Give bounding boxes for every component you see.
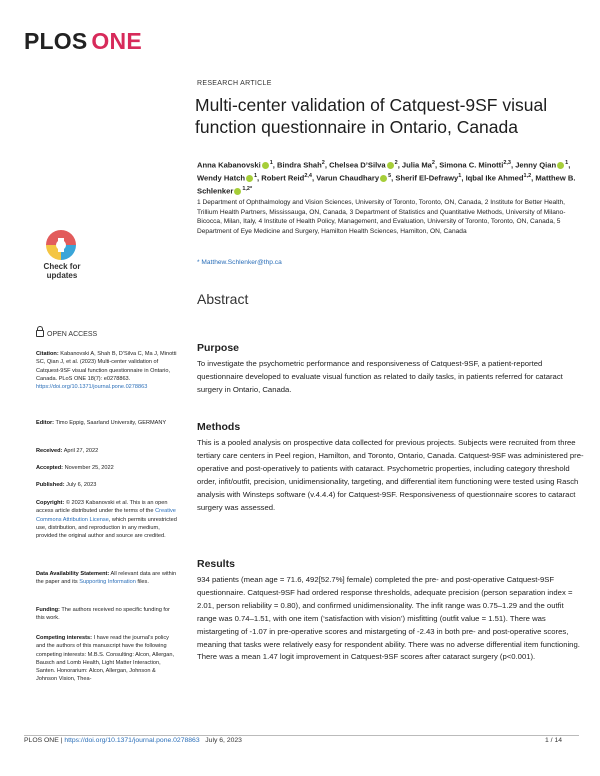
- open-access-lock-icon: [36, 330, 44, 337]
- funding-block: [36, 606, 178, 623]
- footer-date: July 6, 2023: [205, 737, 242, 744]
- results-text: 934 patients (mean age = 71.6, 492[52.7%] female) completed the pre- and post-operative Catquest-9SF questionnaire. Catquest-9SF had ordered response thresholds, adequate precision (person separation index = 2.01, person reliability = 0.80), and confirmed unidimensionality. The infit range was 0.75–1.29 and the outfit range was 0.74–1.51, with one item (‘satisfaction with vision’) misfitting (outfit value = 1.51). There was mistargeting of -1.07 in pre-operative scores and mistargeting of -2.43 in both pre- and post-operative scores, meaning that tasks were relatively easy for respondent ability. There was no adverse differential item functioning. There was a mean 1.47 logit improvement in Catquest-9SF scores after cataract surgery (p<0.001).: [197, 575, 580, 662]
- author-name: Sherif El-Defrawy: [395, 173, 459, 183]
- author-separator: ,: [324, 160, 330, 170]
- received-block: [36, 447, 178, 455]
- affiliations: 1 Department of Ophthalmology and Vision Sciences, University of Toronto, Toronto, ON, Canada, 2 Institute for Better Health, Trillium Health Partners, Mississauga, ON, Canada, 3 Department of Statistics and Quantitative Methods, University of Milano-Bicocca, Milan, Italy, 4 Institute of Health Policy, Management, and Evaluation, University of Toronto, Toronto, ON, Canada, 5 Department of Eye Medicine and Surgery, Hamilton Health Sciences, Hamilton, ON, Canada: [197, 199, 566, 235]
- crossmark-icon: [36, 228, 86, 262]
- author-affiliation-sup: 2: [321, 160, 325, 166]
- footer-divider: [24, 735, 579, 736]
- orcid-icon[interactable]: [246, 175, 253, 182]
- open-access-label: OPEN ACCESS: [47, 331, 98, 338]
- received-label: Received:: [36, 448, 63, 454]
- footer-doi-link[interactable]: https://doi.org/10.1371/journal.pone.0278863: [64, 737, 200, 744]
- author-name: Jenny Qian: [515, 160, 557, 170]
- author-separator: ,: [531, 173, 536, 183]
- author-name: Robert Reid: [261, 173, 305, 183]
- author-separator: ,: [434, 160, 440, 170]
- author-affiliation-sup: 2: [394, 160, 398, 166]
- published-block: [36, 481, 178, 489]
- footer-separator: |: [58, 737, 65, 744]
- author-separator: ,: [510, 160, 516, 170]
- published-text: July 6, 2023: [66, 482, 97, 488]
- page-number: 1 / 14: [545, 737, 563, 744]
- author-name: Julia Ma: [401, 160, 432, 170]
- author-name: Wendy Hatch: [197, 173, 245, 183]
- funding-text: The authors received no specific funding for this work.: [36, 607, 170, 622]
- journal-logo: [24, 28, 142, 55]
- citation-doi-link[interactable]: https://doi.org/10.1371/journal.pone.0278863: [36, 384, 148, 391]
- methods-text: This is a pooled analysis on prospective data collected for previous projects. Subjects were recruited from three tertiary care centers in Peel region, Hamilton, and Toronto, Ontario, Canada. Catquest-9SF was administered pre-operative and post-operatively to patients with cataract. Psychometric properties, including category threshold order, infit/outfit, precision, unidimensionality, targeting, and differential item functioning were tested using Rasch analysis with Winsteps software (v.4.4.4) for Catquest-9SF. Responsiveness of questionnaire scores to cataract surgery was assessed.: [197, 438, 584, 512]
- copyright-block: [36, 499, 178, 540]
- editor-label: Editor:: [36, 420, 55, 426]
- author-name: Simona C. Minotti: [439, 160, 504, 170]
- author-name: Bindra Shah: [277, 160, 322, 170]
- author-name: Iqbal Ike Ahmed: [465, 173, 524, 183]
- footer-journal: PLOS ONE: [24, 737, 59, 744]
- editor-block: [36, 419, 178, 427]
- author-separator: ,: [391, 173, 396, 183]
- results-heading: Results: [197, 558, 235, 570]
- accepted-block: [36, 464, 178, 472]
- funding-label: Funding:: [36, 607, 60, 613]
- data-availability-block: [36, 570, 178, 587]
- orcid-icon[interactable]: [262, 162, 269, 169]
- copyright-text-end: , which permits unrestricted use, distribution, and reproduction in any medium, provided the original author and source are credited.: [36, 516, 177, 540]
- competing-text: I have read the journal’s policy and the authors of this manuscript have the following competing interests: M.B.S. Consulting: Alcon, Allergan, Bausch and Lomb Health, Light Matter Interaction, Santen. Honorarium: Alcon, Allergan, Johnson & Johnson Vision, Thea-: [36, 635, 175, 683]
- author-affiliation-sup: 2: [431, 160, 435, 166]
- author-affiliation-sup: 2,3: [503, 160, 511, 166]
- orcid-icon[interactable]: [380, 175, 387, 182]
- purpose-text: To investigate the psychometric performance and responsiveness of Catquest-9SF, a patient-reported questionnaire developed to evaluate visual function as related to daily tasks, in patients referred for cataract surgery in Ontario, Canada.: [197, 359, 563, 394]
- competing-label: Competing interests:: [36, 635, 92, 641]
- editor-text: Timo Eppig, Saarland University, GERMANY: [55, 420, 167, 426]
- orcid-icon[interactable]: [234, 188, 241, 195]
- article-type: RESEARCH ARTICLE: [197, 80, 272, 87]
- author-separator: ,: [257, 173, 262, 183]
- author-separator: ,: [461, 173, 466, 183]
- competing-interests-block: [36, 634, 178, 684]
- author-affiliation-sup: 1: [458, 173, 462, 180]
- author-separator: ,: [311, 173, 317, 183]
- license-link[interactable]: Creative Commons Attribution License: [36, 508, 176, 523]
- supporting-info-link[interactable]: Supporting Information: [79, 579, 136, 586]
- badge-label: Check for updates: [43, 262, 81, 280]
- logo-one: ONE: [91, 28, 142, 54]
- author-name: Matthew B. Schlenker: [197, 173, 576, 196]
- author-affiliation-sup: 1: [253, 173, 258, 180]
- author-name: Chelsea D’Silva: [329, 160, 386, 170]
- methods-heading: Methods: [197, 421, 241, 433]
- author-affiliation-sup: 1: [269, 160, 273, 166]
- orcid-icon[interactable]: [387, 162, 394, 169]
- citation-block: [36, 350, 178, 391]
- copyright-text: © 2023 Kabanovski et al. This is an open access article distributed under the terms of the: [36, 500, 168, 515]
- logo-plos: PLOS: [24, 28, 88, 54]
- purpose-heading: Purpose: [197, 342, 240, 354]
- received-text: April 27, 2022: [63, 448, 99, 454]
- corresponding-email[interactable]: * Matthew.Schlenker@thp.ca: [197, 259, 282, 266]
- copyright-label: Copyright:: [36, 500, 65, 506]
- data-availability-text: All relevant data are within the paper and its: [36, 571, 177, 586]
- author-separator: ,: [397, 160, 402, 170]
- author-separator: ,: [272, 160, 278, 170]
- author-affiliation-sup: 2,4: [304, 173, 312, 180]
- page-footer: [24, 737, 242, 744]
- accepted-label: Accepted:: [36, 465, 64, 471]
- author-affiliation-sup: 1,2: [523, 173, 532, 180]
- abstract-heading: Abstract: [197, 291, 249, 307]
- accepted-text: November 25, 2022: [64, 465, 114, 471]
- published-label: Published:: [36, 482, 65, 488]
- data-availability-end: files.: [137, 579, 149, 586]
- check-for-updates-badge[interactable]: [36, 228, 86, 288]
- open-access: [36, 330, 97, 338]
- author-name: Varun Chaudhary: [316, 173, 380, 183]
- article-title: Multi-center validation of Catquest-9SF visual function questionnaire in Ontario, Canada: [195, 95, 548, 137]
- citation-label: Citation:: [36, 351, 59, 357]
- orcid-icon[interactable]: [557, 162, 564, 169]
- author-affiliation-sup: 5: [388, 173, 392, 180]
- data-availability-label: Data Availability Statement:: [36, 571, 110, 577]
- citation-text: Kabanovski A, Shah B, D’Silva C, Ma J, Minotti SC, Qian J, et al. (2023) Multi-center validation of Catquest-9SF visual function questionnaire in Ontario, Canada. PLoS ONE 18(7): e0278863.: [36, 351, 177, 382]
- author-name: Anna Kabanovski: [197, 160, 261, 170]
- author-separator: ,: [568, 160, 571, 170]
- author-list: [197, 158, 592, 197]
- author-affiliation-sup: 1: [565, 160, 569, 166]
- author-affiliation-sup: 1,2*: [242, 186, 253, 193]
